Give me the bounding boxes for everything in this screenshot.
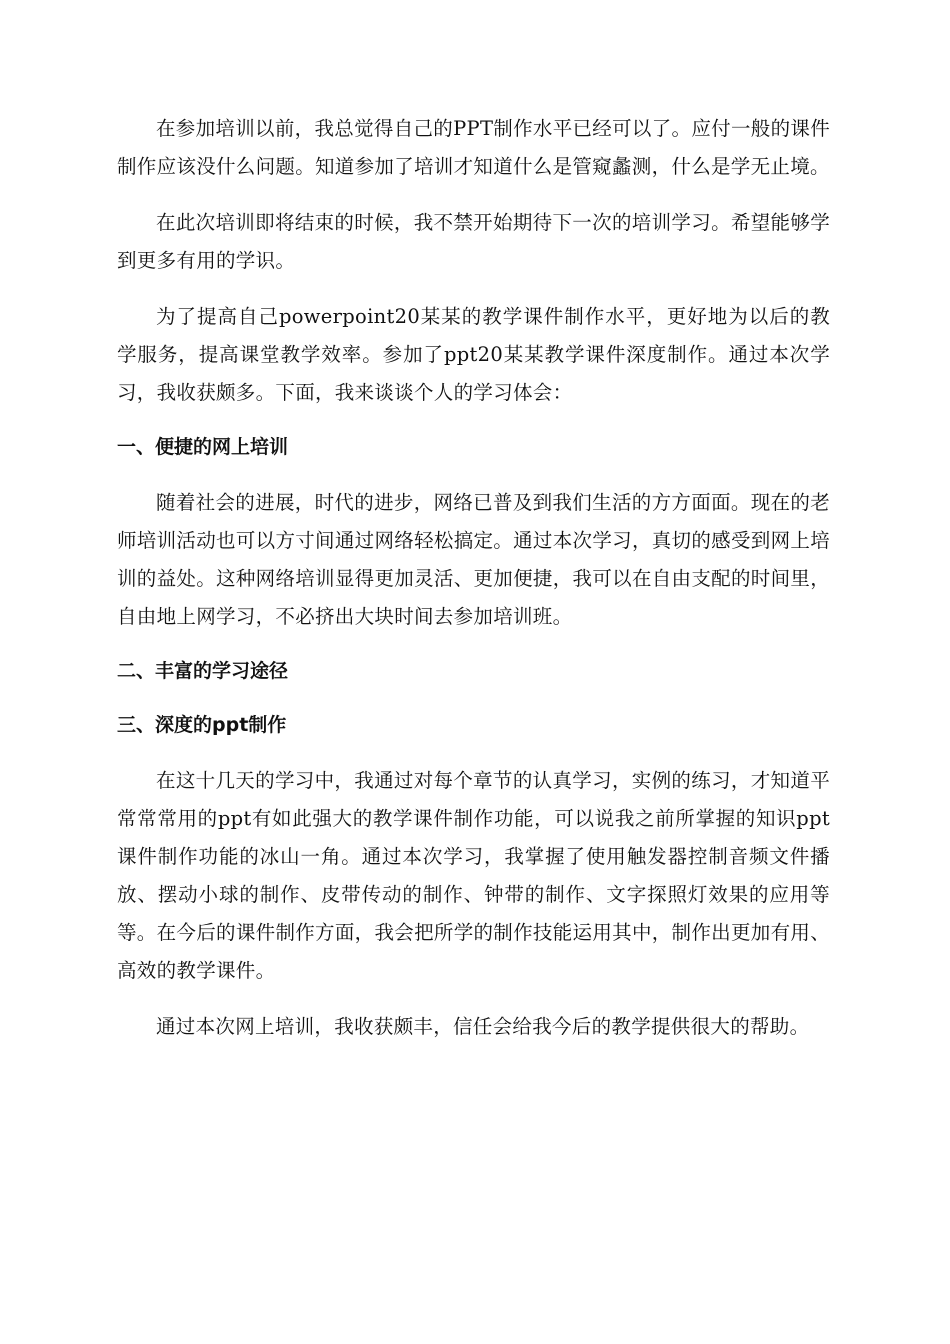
paragraph-ppt-production: 在这十几天的学习中，我通过对每个章节的认真学习，实例的练习，才知道平常常常用的ppt有如此强大的教学课件制作功能，可以说我之前所掌握的知识ppt课件制作功能的冰山一角。通过本次学习，我掌握了使用触发器控制音频文件播放、摆动小球的制作、皮带传动的制作、钟带的制作、文字探照灯效果的应用等等。在今后的课件制作方面，我会把所学的制作技能运用其中，制作出更加有用、高效的教学课件。 bbox=[117, 769, 830, 982]
section-heading-ppt-production: 三、深度的ppt制作 bbox=[117, 714, 287, 736]
paragraph-intro: 在参加培训以前，我总觉得自己的PPT制作水平已经可以了。应付一般的课件制作应该没什么问题。知道参加了培训才知道什么是管窥蠡测，什么是学无止境。 bbox=[117, 117, 830, 178]
section-heading-online-training: 一、便捷的网上培训 bbox=[117, 436, 289, 458]
paragraph-expectation: 在此次培训即将结束的时候，我不禁开始期待下一次的培训学习。希望能够学到更多有用的学识。 bbox=[117, 211, 830, 272]
document-page bbox=[117, 110, 830, 1064]
paragraph-purpose: 为了提高自己powerpoint20某某的教学课件制作水平，更好地为以后的教学服务，提高课堂教学效率。参加了ppt20某某教学课件深度制作。通过本次学习，我收获颇多。下面，我来谈谈个人的学习体会： bbox=[117, 305, 830, 404]
paragraph-conclusion: 通过本次网上培训，我收获颇丰，信任会给我今后的教学提供很大的帮助。 bbox=[156, 1015, 810, 1038]
paragraph-online-training: 随着社会的进展，时代的进步，网络已普及到我们生活的方方面面。现在的老师培训活动也可以方寸间通过网络轻松搞定。通过本次学习，真切的感受到网上培训的益处。这种网络培训显得更加灵活、更加便捷，我可以在自由支配的时间里，自由地上网学习，不必挤出大块时间去参加培训班。 bbox=[117, 491, 830, 628]
section-heading-learning-paths: 二、丰富的学习途径 bbox=[117, 660, 289, 682]
